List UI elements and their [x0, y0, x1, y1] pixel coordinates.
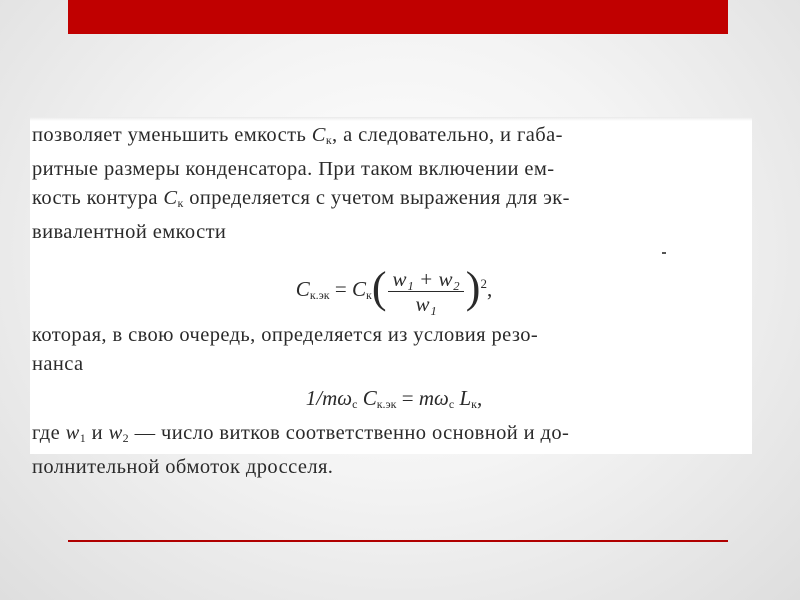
resonance-formula [32, 379, 726, 419]
text-line-2: ритные размеры конденсатора. При таком включении ем- [32, 158, 555, 180]
scan-edge [30, 117, 752, 121]
text-span: , а следовательно, и габа- [332, 124, 563, 146]
symbol-w2: w [108, 422, 123, 444]
symbol-sub: 1 [79, 431, 87, 445]
text-span: определяется с учетом выражения для эк- [189, 187, 570, 209]
equals-sign: = [401, 386, 414, 410]
scanned-text-block [30, 117, 752, 478]
symbol-c: C [311, 124, 326, 146]
symbol-sub: к [177, 196, 184, 210]
formula-comma: , [486, 277, 493, 301]
formula-sub: к.эк [309, 288, 330, 302]
text-span: и [91, 422, 104, 444]
text-span: позволяет уменьшить емкость [32, 124, 307, 146]
formula-symbol: C [351, 277, 366, 301]
formula-symbol: C [362, 386, 377, 410]
symbol-sub: 2 [122, 431, 130, 445]
text-line-6: нанса [32, 353, 84, 375]
right-paren: ) [465, 263, 481, 313]
formula-comma: , [476, 386, 483, 410]
top-accent-bar [68, 0, 728, 34]
formula-sub: к [471, 397, 477, 411]
symbol-w1: w [65, 422, 80, 444]
formula-symbol: C [295, 277, 310, 301]
text-span: — число витков соответственно основной и до- [134, 422, 570, 444]
formula-sub: к.эк [376, 397, 397, 411]
text-span: кость контура [32, 187, 158, 209]
exponent: 2 [480, 276, 487, 291]
formula-symbol: mω [418, 386, 449, 410]
text-line-7 [32, 419, 726, 453]
bottom-accent-line [68, 540, 728, 542]
text-line-8: полнительной обмоток дросселя. [32, 456, 334, 478]
fraction [388, 267, 463, 316]
formula-sub: с [352, 397, 358, 411]
text-line-5: которая, в свою очередь, определяется из условия резо- [32, 324, 539, 346]
equals-sign: = [334, 277, 347, 301]
text-line-3 [32, 184, 726, 218]
text-line-1 [32, 121, 726, 155]
scan-speck [662, 252, 666, 254]
text-span: где [32, 422, 61, 444]
fraction-numerator: w₁ + w₂ [388, 267, 463, 292]
formula-symbol: L [459, 386, 472, 410]
symbol-sub: к [325, 133, 333, 147]
formula-sub: с [448, 397, 455, 411]
text-line-4: вивалентной емкости [32, 221, 227, 243]
fraction-denominator: w₁ [415, 291, 437, 316]
symbol-c: C [163, 187, 178, 209]
formula-symbol: 1/mω [305, 386, 353, 410]
formula-sub: к [365, 288, 372, 302]
left-paren: ( [371, 263, 387, 313]
equivalent-capacitance-formula [32, 247, 726, 321]
